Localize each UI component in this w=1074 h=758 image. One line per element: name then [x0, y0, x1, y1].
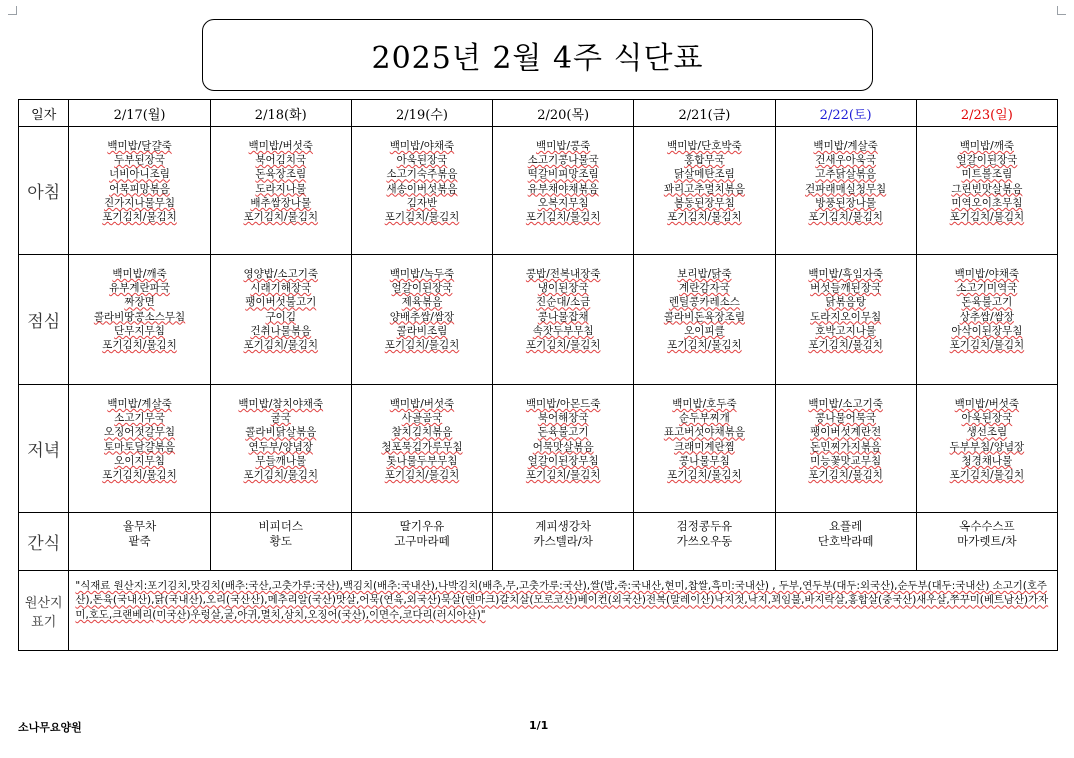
- menu-item: 청경채나물: [961, 454, 1013, 467]
- menu-cell: [210, 513, 351, 571]
- day-header-fri: 2/21(금): [634, 100, 775, 127]
- menu-item: 상추쌈/쌈장: [959, 310, 1014, 323]
- menu-item: 건파래매실청무침: [805, 182, 887, 195]
- menu-item: 백미밥/깨죽: [959, 140, 1014, 152]
- menu-item: 딸기우유: [399, 519, 445, 533]
- menu-item: 오이지무침: [114, 454, 165, 467]
- menu-item: 콜라비땅콩소스무침: [93, 310, 186, 323]
- page-number: 1/1: [529, 719, 549, 732]
- menu-item: 돈육장조림: [255, 168, 307, 181]
- menu-item: 떡갈비피망조림: [527, 168, 599, 181]
- menu-item: 단호박라떼: [817, 534, 874, 548]
- menu-cell: [916, 127, 1057, 255]
- menu-item: 백미밥/야채죽: [954, 268, 1020, 280]
- menu-cell: [69, 385, 210, 513]
- menu-item: 제육볶음: [401, 296, 443, 309]
- menu-item: 소고기무국: [114, 412, 165, 425]
- menu-item: 단무지무침: [114, 324, 165, 337]
- menu-item: 사골곰국: [401, 412, 443, 425]
- menu-item: 포기김치/물김치: [808, 339, 883, 352]
- menu-item: 팥죽: [128, 534, 151, 548]
- menu-item: 백미밥/콩죽: [536, 140, 591, 152]
- menu-item: 토마토달걀볶음: [104, 440, 176, 453]
- menu-item: 포기김치/물김치: [243, 469, 319, 482]
- menu-item: 건새우아욱국: [815, 154, 877, 167]
- menu-cell: [634, 513, 775, 571]
- menu-item: 검정콩두유: [676, 519, 733, 533]
- menu-item: 마가렛트/차: [957, 534, 1017, 548]
- menu-item: 생선조림: [966, 426, 1008, 439]
- menu-item: 유부계란파국: [109, 282, 170, 295]
- menu-cell: [493, 385, 634, 513]
- menu-item: 아욱된장국: [961, 412, 1013, 425]
- menu-cell: [69, 127, 210, 255]
- menu-item: 참치김치볶음: [391, 426, 453, 439]
- menu-item: 포기김치/물김치: [102, 339, 177, 352]
- menu-item: 율무차: [122, 519, 157, 533]
- menu-item: 짜장면: [124, 296, 155, 309]
- menu-item: 도라지나물: [255, 182, 307, 195]
- menu-item: 새송이버섯볶음: [386, 182, 458, 195]
- menu-item: 포기김치/물김치: [243, 211, 319, 224]
- menu-item: 포기김치/물김치: [949, 339, 1025, 352]
- menu-item: 돈육불고기: [961, 296, 1013, 309]
- menu-cell: [210, 255, 351, 385]
- menu-cell: [493, 127, 634, 255]
- menu-item: 굴국: [270, 412, 291, 425]
- menu-item: 닭볶음탕: [825, 296, 866, 309]
- menu-item: 카스텔라/차: [533, 534, 593, 548]
- date-column-label: 일자: [19, 100, 69, 127]
- origin-text: "식재료 원산지:포기김치,맛김치(배추:국산,고춧가루:국산),백김치(배추:국내산),나박김치(배추,무,고춧가루:국산),쌀(밥,죽:국내산,현미,찹쌀,흑미:국내산) , 두부,연두부(대두:외국산),순두부(대두:국내산) 소고기(호주산),돈육(국내산),닭(국내산),오리(국산산),메추리알(국산)맛살,어묵(연육,외국산)묵살(덴마크)갈치살(모로코산)베이컨(외국산)전복(말레이산)낙지젓,낙지,꾀임불,바지락살,홍합살(중국산)새우살,쭈꾸미(베트남산)가자미,호도,크랜베리(미국산)우렁살,굴,아귀,멸치,삼치,오징어(국산),이면수,코다리(러시아산)": [69, 571, 1058, 651]
- menu-item: 콩나물어묵국: [815, 412, 877, 425]
- menu-item: 오복지무침: [537, 196, 589, 209]
- header-row: [19, 100, 1058, 127]
- menu-item: 고추닭살볶음: [815, 168, 877, 181]
- menu-item: 도라지오이무침: [810, 310, 882, 323]
- menu-item: 포기김치/물김치: [808, 211, 883, 224]
- menu-item: 포기김치/물김치: [384, 469, 460, 482]
- facility-name: 소나무요양원: [18, 721, 82, 734]
- menu-item: 배추쌈장나물: [250, 196, 312, 209]
- day-header-sun: 2/23(일): [916, 100, 1057, 127]
- menu-cell: [210, 127, 351, 255]
- menu-item: 봄동된장무침: [673, 196, 735, 209]
- menu-cell: [775, 513, 916, 571]
- menu-item: 비피더스: [258, 519, 303, 533]
- menu-item: 오징어젓갈무침: [104, 426, 176, 439]
- menu-item: 소고기숙주볶음: [386, 168, 458, 181]
- menu-cell: [210, 385, 351, 513]
- meal-row-breakfast: [19, 127, 1058, 255]
- menu-item: 백미밥/녹두죽: [389, 268, 455, 280]
- menu-item: 청포묵김가루무침: [381, 440, 463, 453]
- menu-item: 백미밥/계살죽: [107, 398, 172, 410]
- menu-item: 포기김치/물김치: [667, 339, 742, 352]
- menu-item: 진가지나물무침: [104, 196, 176, 209]
- menu-cell: [916, 513, 1057, 571]
- menu-item: 소고기미역국: [956, 282, 1018, 295]
- menu-item: 백미밥/단호박죽: [667, 140, 742, 152]
- menu-item: 얼갈이된장국: [391, 282, 453, 295]
- menu-item: 콜라비돈육장조림: [663, 310, 745, 323]
- menu-item: 포기김치/물김치: [525, 211, 601, 224]
- menu-item: 렌틸콩카레소스: [668, 296, 740, 309]
- menu-item: 홍합무국: [684, 154, 725, 167]
- day-header-mon: 2/17(월): [69, 100, 210, 127]
- menu-cell: [493, 255, 634, 385]
- menu-item: 두부된장국: [114, 154, 165, 167]
- menu-cell: [916, 255, 1057, 385]
- menu-cell: [634, 385, 775, 513]
- menu-item: 미능꽃맛교무침: [810, 454, 882, 467]
- day-header-thu: 2/20(목): [493, 100, 634, 127]
- menu-cell: [775, 255, 916, 385]
- menu-cell: [69, 255, 210, 385]
- menu-cell: [351, 255, 492, 385]
- menu-item: 무들깨나물: [255, 454, 307, 467]
- menu-item: 백미밥/달걀죽: [107, 140, 172, 152]
- menu-item: 요플레: [828, 519, 863, 533]
- menu-item: 팽이버섯계란전: [810, 426, 882, 439]
- menu-item: 미역오이초무침: [951, 196, 1023, 209]
- menu-item: 포기김치/물김치: [525, 469, 601, 482]
- menu-item: 얼갈이된장무침: [527, 454, 599, 467]
- meal-label: 간식: [19, 513, 69, 571]
- menu-cell: [493, 513, 634, 571]
- meal-row-snack: [19, 513, 1058, 571]
- menu-item: 옥수수스프: [959, 519, 1015, 533]
- menu-item: 진순대/소금: [536, 296, 591, 309]
- menu-item: 순두부찌개: [679, 412, 730, 425]
- menu-item: 오이피클: [684, 324, 725, 337]
- menu-item: 포기김치/물김치: [243, 339, 319, 352]
- menu-item: 유부채야채볶음: [527, 182, 599, 195]
- menu-item: 백미밥/아몬드죽: [525, 398, 601, 410]
- menu-item: 계피생강차: [535, 519, 591, 533]
- menu-cell: [351, 385, 492, 513]
- menu-item: 속잣두부무침: [532, 324, 594, 337]
- meal-row-dinner: [19, 385, 1058, 513]
- menu-item: 포기김치/물김치: [384, 339, 460, 352]
- menu-item: 미트볼조림: [961, 168, 1013, 181]
- menu-item: 소고기콩나물국: [527, 154, 599, 167]
- menu-cell: [634, 255, 775, 385]
- menu-item: 영양밥/소고기죽: [243, 268, 319, 280]
- menu-item: 포기김치/물김치: [949, 469, 1025, 482]
- menu-item: 방풍된장나물: [815, 196, 877, 209]
- menu-item: 냉이된장국: [537, 282, 589, 295]
- menu-item: 버섯들깨된장국: [810, 282, 882, 295]
- menu-item: 보리밥/닭죽: [677, 268, 732, 280]
- menu-cell: [69, 513, 210, 571]
- menu-item: 포기김치/물김치: [525, 339, 601, 352]
- menu-item: 콩나물무침: [679, 454, 730, 467]
- menu-item: 돈육불고기: [537, 426, 589, 439]
- menu-item: 연두부/양념장: [248, 440, 313, 453]
- menu-item: 구이김: [265, 310, 296, 323]
- menu-item: 포기김치/물김치: [667, 211, 742, 224]
- menu-item: 포기김치/물김치: [102, 469, 177, 482]
- menu-item: 시래기해장국: [250, 282, 312, 295]
- menu-item: 백미밥/버섯죽: [389, 398, 455, 410]
- menu-item: 두부부침/양념장: [949, 440, 1025, 453]
- menu-cell: [775, 127, 916, 255]
- menu-item: 어묵맛살볶음: [532, 440, 594, 453]
- menu-item: 포기김치/물김치: [384, 211, 460, 224]
- page-title: 2025년 2월 4주 식단표: [202, 19, 873, 91]
- meal-plan-table: [18, 99, 1058, 651]
- menu-item: 북어해장국: [537, 412, 589, 425]
- menu-item: 고구마라떼: [394, 534, 450, 548]
- menu-cell: [634, 127, 775, 255]
- origin-label: 원산지 표기: [19, 571, 69, 651]
- menu-item: 꽈리고추멸치볶음: [663, 182, 745, 195]
- menu-item: 콩나물잡채: [537, 310, 589, 323]
- menu-cell: [916, 385, 1057, 513]
- origin-row: [19, 571, 1058, 651]
- meal-label: 아침: [19, 127, 69, 255]
- menu-item: 콜라비조림: [396, 324, 448, 337]
- menu-item: 북어김치국: [255, 154, 307, 167]
- menu-item: 포기김치/물김치: [808, 469, 883, 482]
- menu-item: 호박고지나물: [815, 324, 877, 337]
- day-header-wed: 2/19(수): [351, 100, 492, 127]
- menu-item: 얼갈이된장국: [956, 154, 1018, 167]
- menu-item: 백미밥/버섯죽: [248, 140, 313, 152]
- menu-item: 백미밥/참치야채죽: [238, 398, 324, 410]
- menu-item: 백미밥/흑임자죽: [808, 268, 883, 280]
- menu-item: 건취나물볶음: [250, 324, 312, 337]
- menu-cell: [351, 513, 492, 571]
- menu-item: 톳나물두부무침: [386, 454, 458, 467]
- menu-cell: [775, 385, 916, 513]
- menu-item: 콜라비닭살볶음: [245, 426, 317, 439]
- menu-item: 백미밥/계살죽: [813, 140, 878, 152]
- menu-item: 김자반: [406, 196, 438, 209]
- menu-item: 아욱된장국: [396, 154, 448, 167]
- menu-item: 백미밥/호두죽: [672, 398, 737, 410]
- menu-item: 콩밥/전복내장죽: [525, 268, 601, 280]
- menu-item: 황도: [269, 534, 292, 548]
- page-corner-mark-top-left: [8, 6, 17, 15]
- menu-item: 백미밥/깨죽: [112, 268, 167, 280]
- menu-item: 돈민찌가지볶음: [810, 440, 882, 453]
- day-header-tue: 2/18(화): [210, 100, 351, 127]
- meal-label: 점심: [19, 255, 69, 385]
- menu-item: 백미밥/소고기죽: [808, 398, 883, 410]
- menu-item: 표고버섯야채볶음: [663, 426, 745, 439]
- menu-item: 너비아니조림: [109, 168, 170, 181]
- menu-item: 팽이버섯불고기: [245, 296, 317, 309]
- page-corner-mark-top-right: [1057, 6, 1066, 15]
- menu-item: 가쓰오우동: [676, 534, 733, 548]
- menu-item: 계란감자국: [679, 282, 730, 295]
- day-header-sat: 2/22(토): [775, 100, 916, 127]
- menu-item: 양배추쌈/쌈장: [389, 310, 455, 323]
- menu-item: 포기김치/물김치: [949, 211, 1025, 224]
- menu-item: 백미밥/야채죽: [389, 140, 455, 152]
- menu-item: 그린빈맛살볶음: [951, 182, 1023, 195]
- menu-item: 포기김치/물김치: [667, 469, 742, 482]
- menu-item: 백미밥/버섯죽: [954, 398, 1020, 410]
- menu-item: 닭살메탄조림: [673, 168, 735, 181]
- menu-item: 아삭이된장무침: [951, 324, 1023, 337]
- menu-item: 크래미계란찜: [673, 440, 735, 453]
- menu-item: 포기김치/물김치: [102, 211, 177, 224]
- meal-label: 저녁: [19, 385, 69, 513]
- menu-item: 어묵피망볶음: [109, 182, 170, 195]
- meal-row-lunch: [19, 255, 1058, 385]
- menu-cell: [351, 127, 492, 255]
